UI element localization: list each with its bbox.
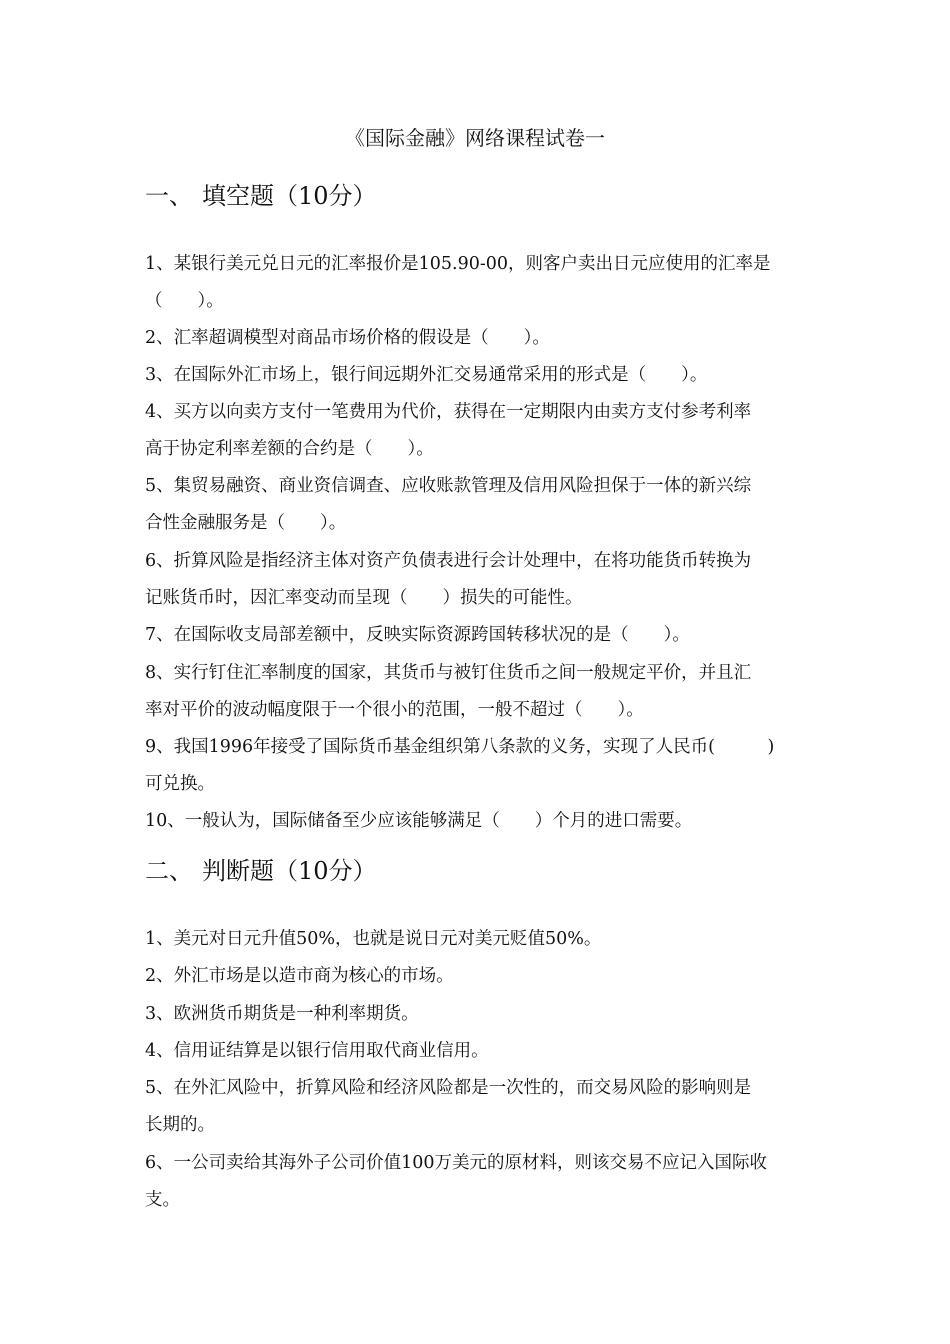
question-line: 5、在外汇风险中，折算风险和经济风险都是一次性的，而交易风险的影响则是	[145, 1078, 752, 1098]
section-title: 判断题（10分）	[202, 857, 377, 885]
question-line: 3、欧洲货币期货是一种利率期货。	[145, 1004, 419, 1024]
question-line: 率对平价的波动幅度限于一个很小的范围，一般不超过（ ）。	[145, 700, 644, 720]
question-line: 4、买方以向卖方支付一笔费用为代价，获得在一定期限内由卖方支付参考利率	[145, 402, 752, 422]
question-line: 3、在国际外汇市场上，银行间远期外汇交易通常采用的形式是（ ）。	[145, 365, 708, 385]
question-line: 记账货币时，因汇率变动而呈现（ ）损失的可能性。	[145, 588, 583, 608]
question-line: 高于协定利率差额的合约是（ ）。	[145, 439, 434, 459]
section-number: 二、	[145, 857, 193, 885]
question-line: 5、集贸易融资、商业资信调查、应收账款管理及信用风险担保于一体的新兴综	[145, 476, 752, 496]
question-line: 1、美元对日元升值50%，也就是说日元对美元贬值50%。	[145, 929, 602, 949]
section-heading-true-false	[145, 855, 377, 887]
question-line: 长期的。	[145, 1115, 215, 1135]
question-line: 6、一公司卖给其海外子公司价值100万美元的原材料，则该交易不应记入国际收	[145, 1153, 768, 1173]
question-line: 合性金融服务是（ ）。	[145, 513, 347, 533]
question-line: 4、信用证结算是以银行信用取代商业信用。	[145, 1041, 489, 1061]
section-title: 填空题（10分）	[202, 182, 377, 210]
question-line: 10、一般认为，国际储备至少应该能够满足（ ）个月的进口需要。	[145, 811, 693, 831]
question-line: （ ）。	[145, 291, 224, 311]
question-line: 1、某银行美元兑日元的汇率报价是105.90-00，则客户卖出日元应使用的汇率是	[145, 254, 771, 274]
section-number: 一、	[145, 182, 193, 210]
question-line: 6、折算风险是指经济主体对资产负债表进行会计处理中，在将功能货币转换为	[145, 551, 752, 571]
section-heading-fill-in	[145, 180, 377, 212]
question-line: 支。	[145, 1190, 180, 1210]
exam-title: 《国际金融》网络课程试卷一	[345, 126, 605, 150]
question-line: 可兑换。	[145, 774, 215, 794]
question-line: 7、在国际收支局部差额中，反映实际资源跨国转移状况的是（ ）。	[145, 625, 690, 645]
question-line: 8、实行钉住汇率制度的国家，其货币与被钉住货币之间一般规定平价，并且汇	[145, 663, 752, 683]
question-line: 2、汇率超调模型对商品市场价格的假设是（ ）。	[145, 328, 550, 348]
question-line: 2、外汇市场是以造市商为核心的市场。	[145, 966, 454, 986]
question-line: 9、我国1996年接受了国际货币基金组织第八条款的义务，实现了人民币( )	[145, 737, 775, 757]
